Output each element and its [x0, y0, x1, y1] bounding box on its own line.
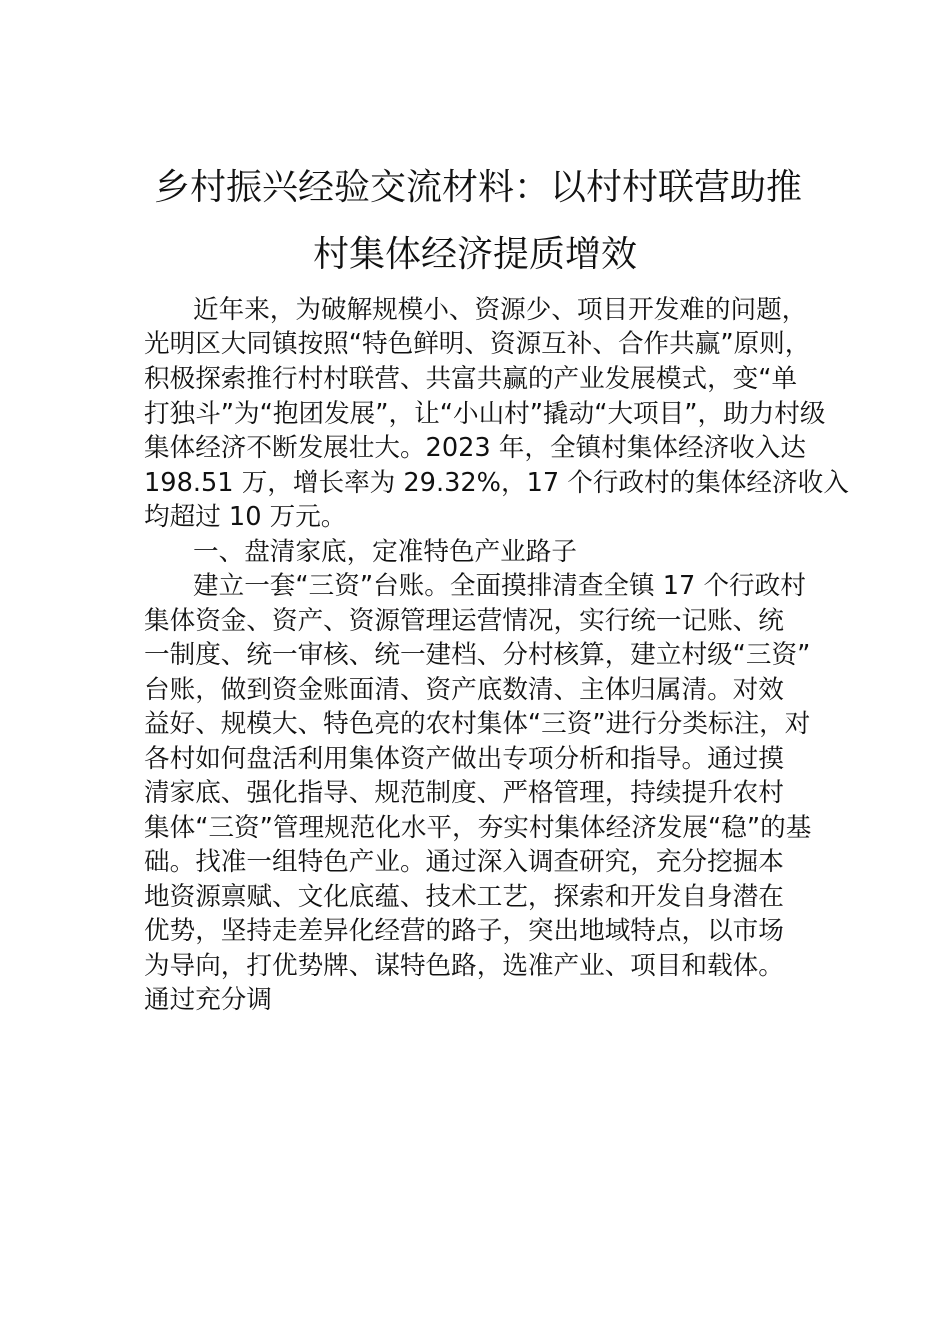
body-line: 集体经济不断发展壮大。2023 年，全镇村集体经济收入达 — [144, 433, 806, 463]
body-line: 近年来，为破解规模小、资源少、项目开发难的问题， — [193, 295, 808, 325]
body-line: 建立一套“三资”台账。全面摸排清查全镇 17 个行政村 — [193, 571, 806, 601]
body-line: 集体资金、资产、资源管理运营情况，实行统一记账、统 — [144, 606, 784, 636]
body-line: 各村如何盘活利用集体资产做出专项分析和指导。通过摸 — [144, 744, 784, 774]
body-line: 台账，做到资金账面清、资产底数清、主体归属清。对效 — [144, 675, 784, 705]
body-line: 集体“三资”管理规范化水平，夯实村集体经济发展“稳”的基 — [144, 813, 812, 843]
body-line: 优势，坚持走差异化经营的路子，突出地域特点，以市场 — [144, 916, 784, 946]
section-heading: 一、盘清家底，定准特色产业路子 — [193, 537, 577, 567]
body-line: 础。找准一组特色产业。通过深入调查研究，充分挖掘本 — [144, 847, 784, 877]
body-line: 光明区大同镇按照“特色鲜明、资源互补、合作共赢”原则， — [144, 329, 811, 359]
body-line: 均超过 10 万元。 — [144, 502, 347, 532]
body-line: 地资源禀赋、文化底蕴、技术工艺，探索和开发自身潜在 — [144, 882, 784, 912]
body-line: 为导向，打优势牌、谋特色路，选准产业、项目和载体。 — [144, 951, 784, 981]
body-line: 一制度、统一审核、统一建档、分村核算，建立村级“三资” — [144, 640, 811, 670]
document-title-line-1: 乡村振兴经验交流材料：以村村联营助推 — [153, 167, 802, 208]
body-line: 清家底、强化指导、规范制度、严格管理，持续提升农村 — [144, 778, 784, 808]
body-line: 通过充分调 — [144, 985, 272, 1015]
body-line: 198.51 万，增长率为 29.32%，17 个行政村的集体经济收入 — [144, 468, 849, 498]
body-line: 打独斗”为“抱团发展”，让“小山村”撬动“大项目”，助力村级 — [144, 399, 826, 429]
body-line: 积极探索推行村村联营、共富共赢的产业发展模式，变“单 — [144, 364, 798, 394]
body-line: 益好、规模大、特色亮的农村集体“三资”进行分类标注，对 — [144, 709, 811, 739]
document-title-line-2: 村集体经济提质增效 — [312, 234, 637, 275]
